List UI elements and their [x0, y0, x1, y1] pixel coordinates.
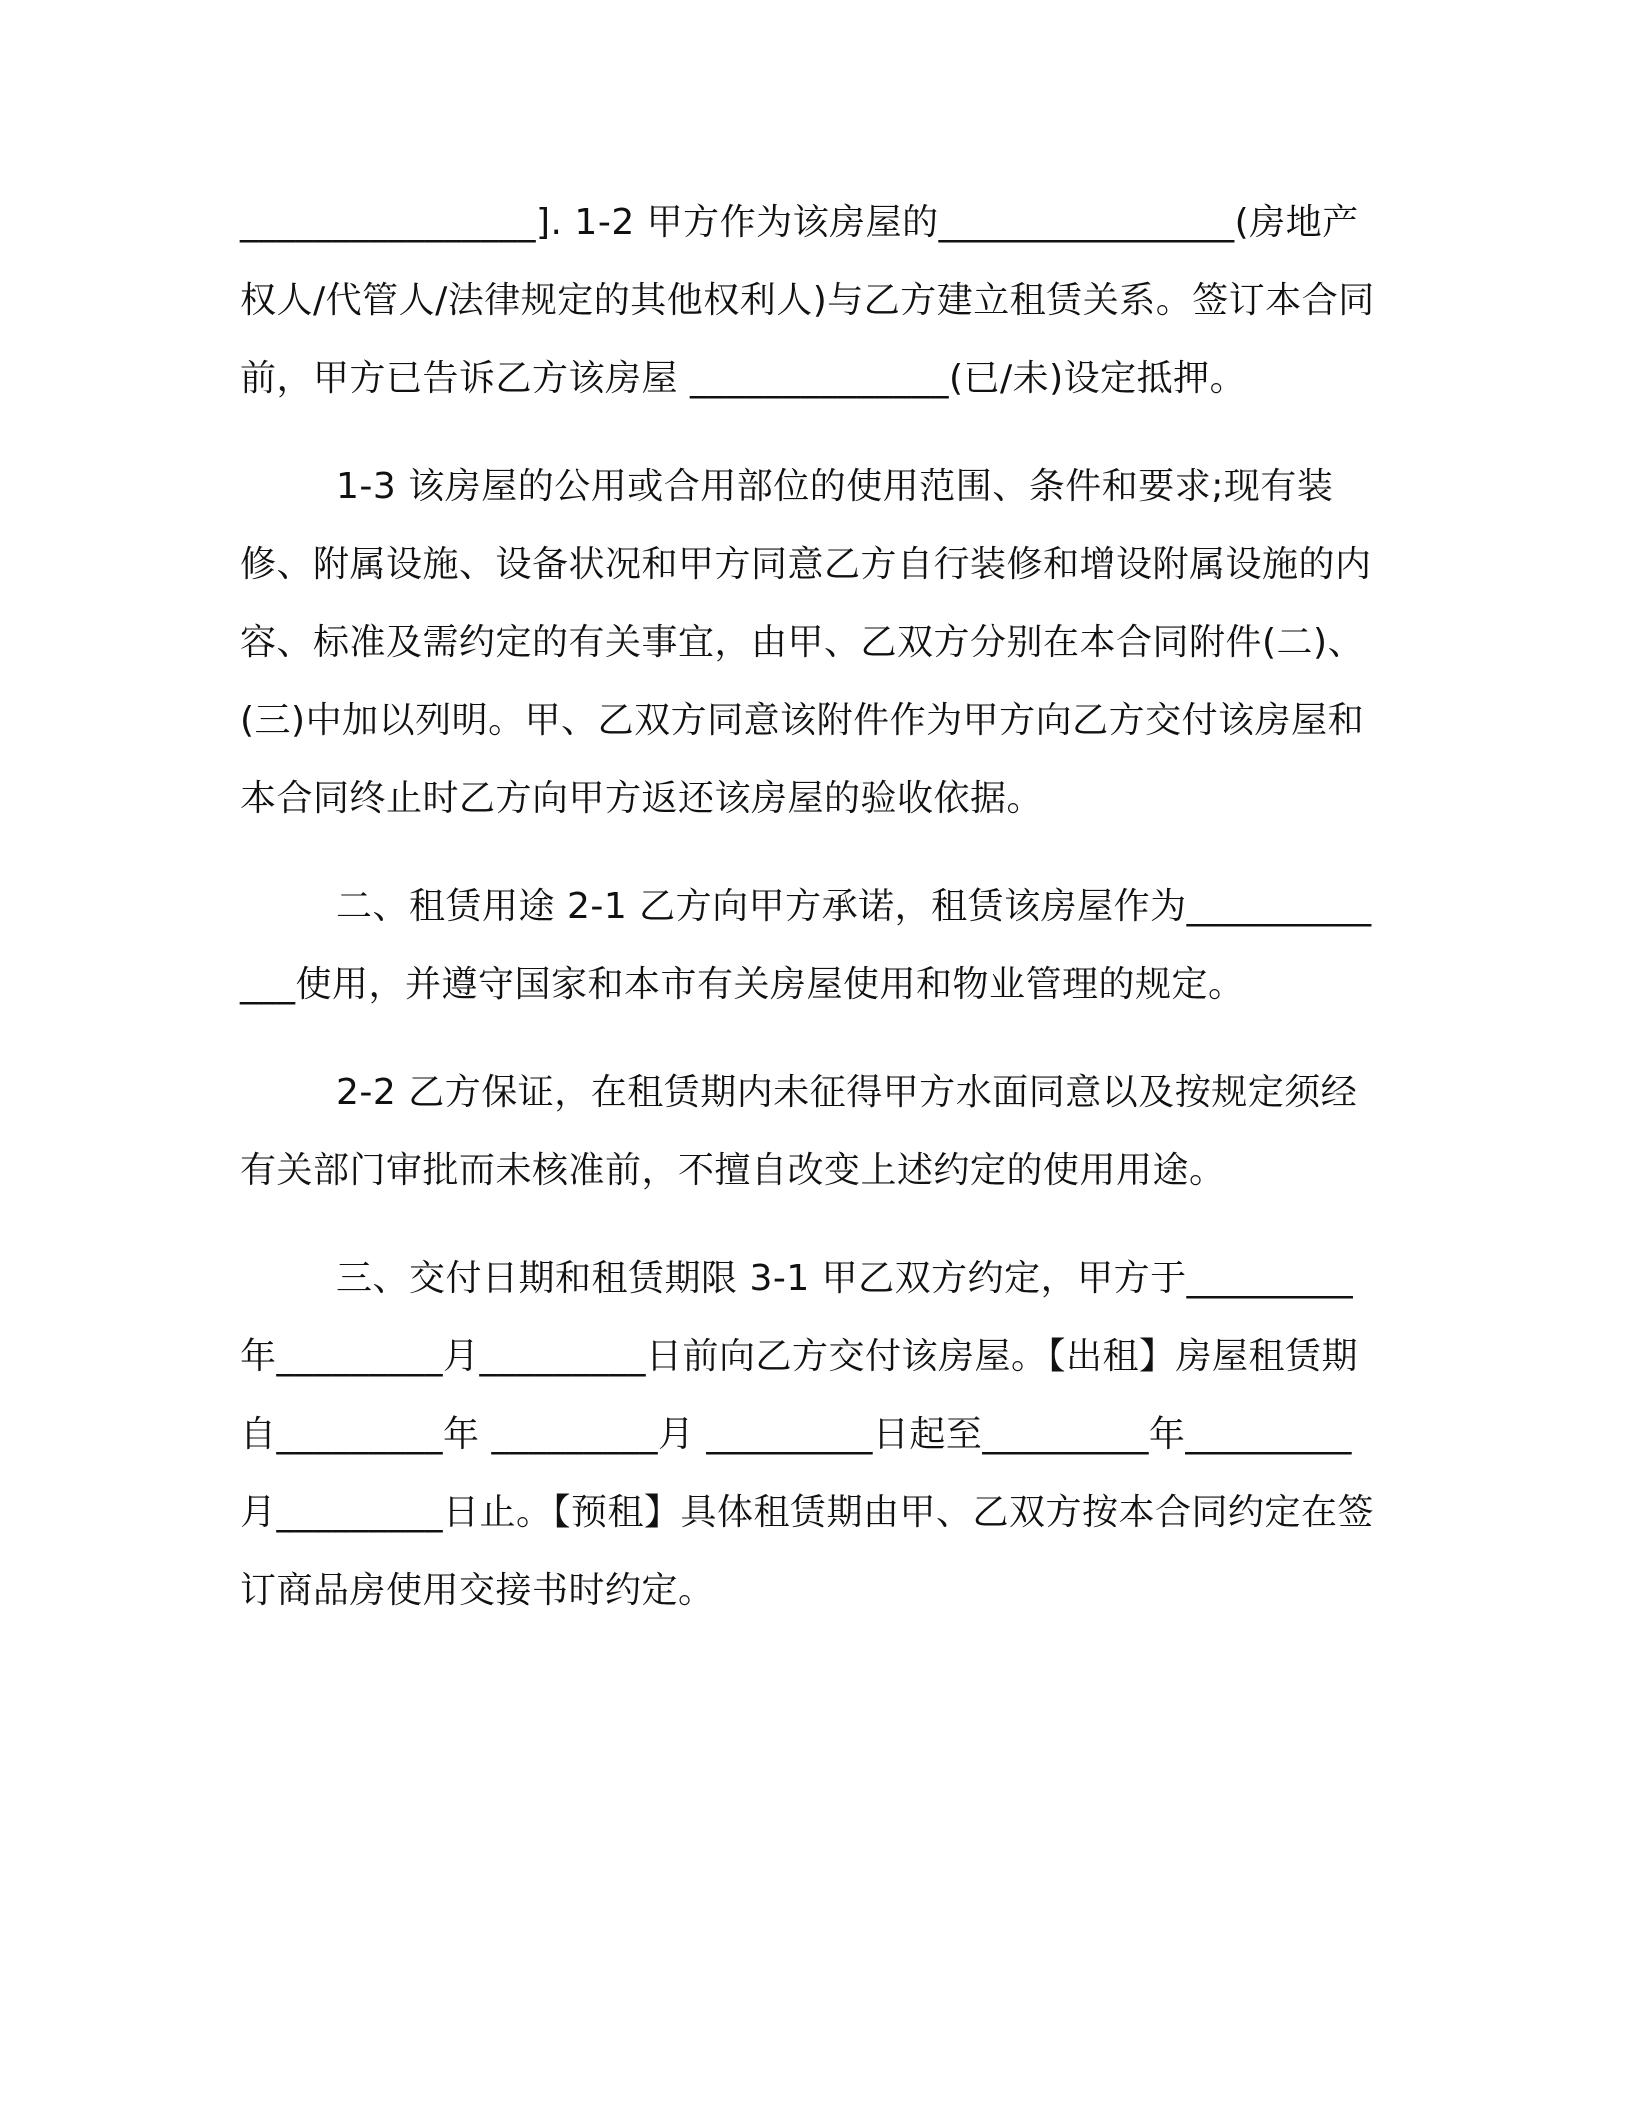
paragraph-1-3: 1-3 该房屋的公用或合用部位的使用范围、条件和要求;现有装修、附属设施、设备状况和甲方同意乙方自行装修和增设附属设施的内容、标准及需约定的有关事宜，由甲、乙双方分别在本合同附件(二)、(三)中加以列明。甲、乙双方同意该附件作为甲方向乙方交付该房屋和本合同终止时乙方向甲方返还该房屋的验收依据。	[240, 466, 1372, 819]
document-body	[240, 184, 1385, 1660]
paragraph-3-1: 三、交付日期和租赁期限 3-1 甲乙双方约定，甲方于_________年_________月_________日前向乙方交付该房屋。【出租】房屋租赁期自_________年 _________月 _________日起至_________年_________月_________日止。【预租】具体租赁期由甲、乙双方按本合同约定在签订商品房使用交接书时约定。	[240, 1258, 1375, 1611]
paragraph-1-2: ________________]. 1-2 甲方作为该房屋的________________(房地产权人/代管人/法律规定的其他权利人)与乙方建立租赁关系。签订本合同前，甲方已告诉乙方该房屋 ______________(已/未)设定抵押。	[240, 202, 1375, 399]
paragraph-2-1: 二、租赁用途 2-1 乙方向甲方承诺，租赁该房屋作为_____________使用，并遵守国家和本市有关房屋使用和物业管理的规定。	[240, 886, 1372, 1005]
paragraph-2-2: 2-2 乙方保证，在租赁期内未征得甲方水面同意以及按规定须经有关部门审批而未核准前，不擅自改变上述约定的使用用途。	[240, 1072, 1358, 1191]
